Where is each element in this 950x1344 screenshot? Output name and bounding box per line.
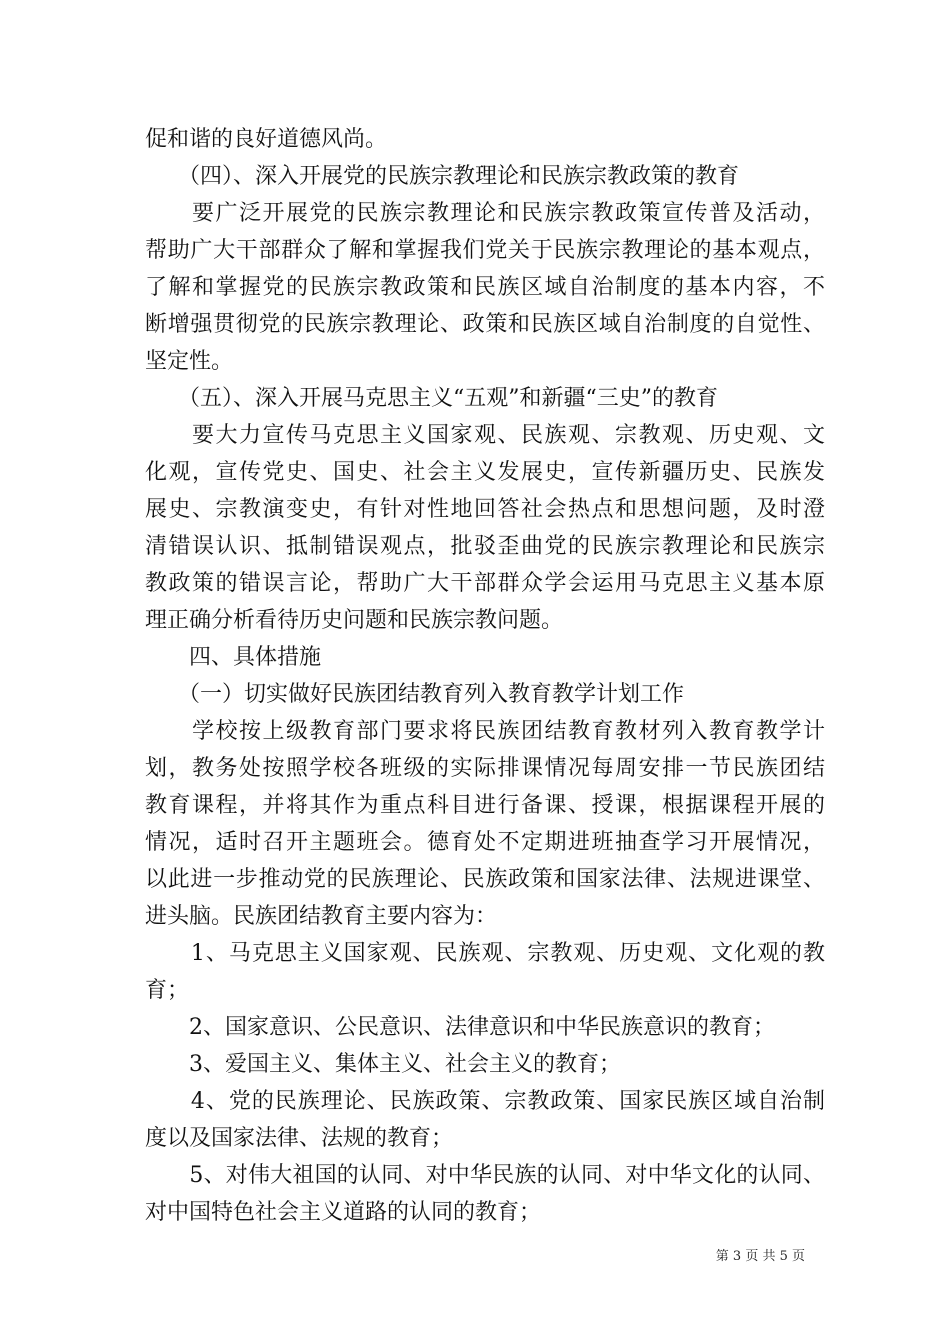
text-line: 化观，宣传党史、国史、社会主义发展史，宣传新疆历史、民族发 bbox=[145, 460, 825, 485]
list-item: 2、国家意识、公民意识、法律意识和中华民族意识的教育； bbox=[145, 1015, 775, 1040]
text-line: 要广泛开展党的民族宗教理论和民族宗教政策宣传普及活动， bbox=[145, 201, 825, 226]
list-item: 3、爱国主义、集体主义、社会主义的教育； bbox=[145, 1052, 621, 1077]
list-item: 4、党的民族理论、民族政策、宗教政策、国家民族区域自治制 bbox=[145, 1089, 825, 1114]
text-line: 清错误认识、抵制错误观点，批驳歪曲党的民族宗教理论和民族宗 bbox=[145, 534, 825, 559]
text-line: 了解和掌握党的民族宗教政策和民族区域自治制度的基本内容，不 bbox=[145, 275, 825, 300]
list-item: 1、马克思主义国家观、民族观、宗教观、历史观、文化观的教 bbox=[145, 941, 825, 966]
text-line: 断增强贯彻党的民族宗教理论、政策和民族区域自治制度的自觉性、 bbox=[145, 312, 825, 337]
text-line: 促和谐的良好道德风尚。 bbox=[145, 127, 388, 152]
text-line: 以此进一步推动党的民族理论、民族政策和国家法律、法规进课堂、 bbox=[145, 867, 825, 892]
page-number: 第 3 页 共 5 页 bbox=[715, 1249, 805, 1264]
text-line: 坚定性。 bbox=[145, 349, 234, 374]
section-heading: 四、具体措施 bbox=[145, 645, 322, 670]
text-line: 教政策的错误言论，帮助广大干部群众学会运用马克思主义基本原 bbox=[145, 571, 825, 596]
section-heading: （四）、深入开展党的民族宗教理论和民族宗教政策的教育 bbox=[145, 164, 740, 189]
text-line: 学校按上级教育部门要求将民族团结教育教材列入教育教学计 bbox=[145, 719, 825, 744]
text-line: 情况，适时召开主题班会。德育处不定期进班抽查学习开展情况， bbox=[145, 830, 825, 855]
document-body bbox=[145, 121, 825, 1231]
text-line: 理正确分析看待历史问题和民族宗教问题。 bbox=[145, 608, 564, 633]
list-item: 5、对伟大祖国的认同、对中华民族的认同、对中华文化的认同、 bbox=[145, 1163, 825, 1188]
text-line: 展史、宗教演变史，有针对性地回答社会热点和思想问题，及时澄 bbox=[145, 497, 825, 522]
section-heading: （五）、深入开展马克思主义“五观”和新疆“三史”的教育 bbox=[145, 386, 718, 411]
text-line: 帮助广大干部群众了解和掌握我们党关于民族宗教理论的基本观点， bbox=[145, 238, 825, 263]
text-line: 度以及国家法律、法规的教育； bbox=[145, 1126, 454, 1151]
text-line: 划，教务处按照学校各班级的实际排课情况每周安排一节民族团结 bbox=[145, 756, 825, 781]
text-line: 对中国特色社会主义道路的认同的教育； bbox=[145, 1200, 542, 1225]
text-line: 育； bbox=[145, 978, 190, 1003]
subsection-heading: （一）切实做好民族团结教育列入教育教学计划工作 bbox=[145, 682, 685, 707]
text-line: 教育课程，并将其作为重点科目进行备课、授课，根据课程开展的 bbox=[145, 793, 825, 818]
text-line: 进头脑。民族团结教育主要内容为： bbox=[145, 904, 498, 929]
text-line: 要大力宣传马克思主义国家观、民族观、宗教观、历史观、文 bbox=[145, 423, 825, 448]
